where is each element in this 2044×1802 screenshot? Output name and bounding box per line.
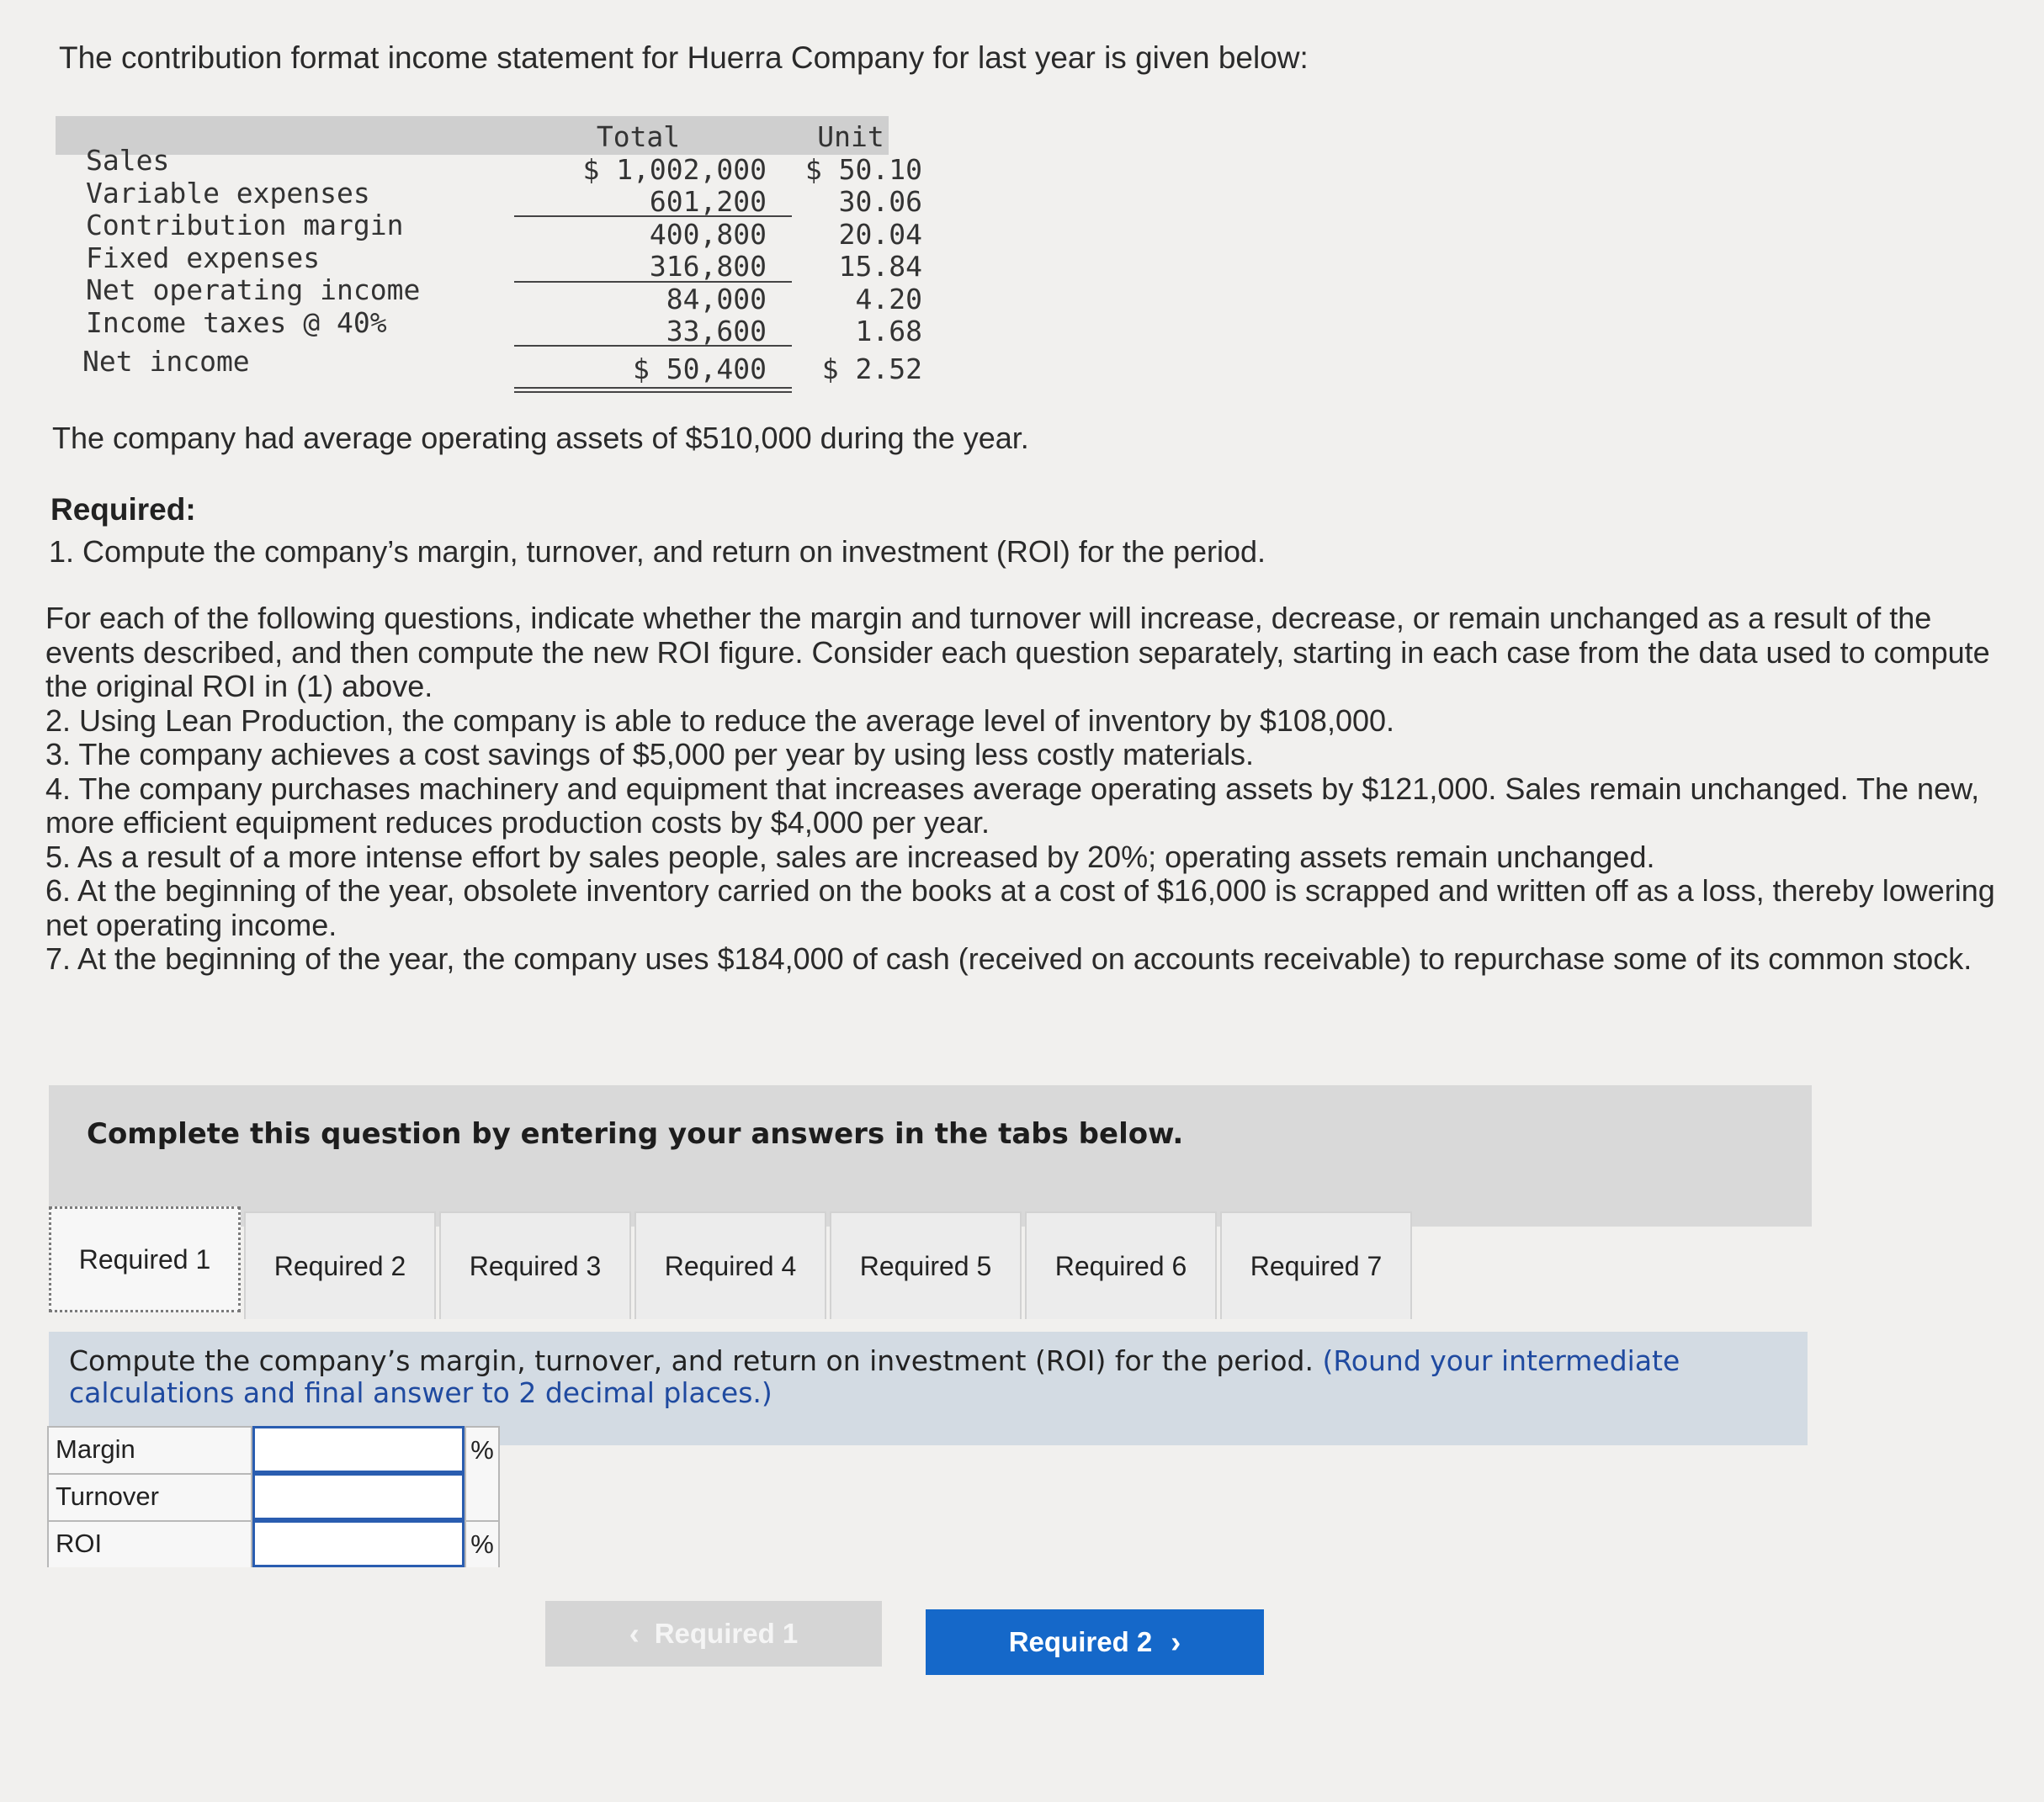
margin-unit: % xyxy=(465,1426,500,1473)
tab-required-6[interactable]: Required 6 xyxy=(1025,1211,1217,1319)
questions-intro: For each of the following questions, indicate whether the margin and turnover will increase, decrease, or remain unchanged as a result of the events described, and then compute the new ROI figure. Consider each question separately, starting in each case from the data used to compute the original ROI in (1) above. xyxy=(45,601,1990,703)
tab-required-2[interactable]: Required 2 xyxy=(244,1211,436,1319)
roi-unit: % xyxy=(465,1520,500,1567)
rule-line xyxy=(514,215,792,217)
rule-line xyxy=(514,391,792,393)
instruction-note: (Round your intermediate calculations and final answer to 2 decimal places.) xyxy=(69,1344,1680,1409)
unit-cell: 4.20 xyxy=(855,282,922,315)
tab-bar xyxy=(49,1201,1812,1311)
roi-input[interactable] xyxy=(252,1520,465,1567)
total-cell: $ 1,002,000 xyxy=(582,152,767,186)
rule-line xyxy=(514,345,792,347)
answer-row-turnover xyxy=(47,1473,500,1520)
header-total: Total xyxy=(596,120,681,153)
tab-required-7[interactable]: Required 7 xyxy=(1220,1211,1412,1319)
row-label-net-operating-income: Net operating income xyxy=(86,273,421,306)
total-cell: 400,800 xyxy=(649,217,767,251)
chevron-right-icon: › xyxy=(1171,1624,1181,1659)
margin-input[interactable] xyxy=(252,1426,465,1473)
answer-row-roi xyxy=(47,1520,500,1567)
question-7: 7. At the beginning of the year, the company uses $184,000 of cash (received on accounts receivable) to repurchase some of its common stock. xyxy=(45,941,1972,976)
rule-line xyxy=(514,281,792,283)
header-unit: Unit xyxy=(817,120,884,153)
answer-table xyxy=(47,1426,500,1567)
unit-cell: 15.84 xyxy=(838,250,922,283)
assets-text: The company had average operating assets of $510,000 during the year. xyxy=(52,421,1029,455)
tab-required-5[interactable]: Required 5 xyxy=(830,1211,1022,1319)
total-net-income: $ 50,400 xyxy=(633,352,767,385)
unit-column xyxy=(779,121,922,385)
row-label-income-taxes: Income taxes @ 40% xyxy=(86,305,387,339)
total-cell: 316,800 xyxy=(649,250,767,283)
tab-required-1[interactable]: Required 1 xyxy=(49,1206,241,1312)
question-5: 5. As a result of a more intense effort by sales people, sales are increased by 20%; operating assets remain unchanged. xyxy=(45,839,1655,874)
question-6: 6. At the beginning of the year, obsolete inventory carried on the books at a cost of $16,000 is scrapped and written off as a loss, thereby lowering net operating income. xyxy=(45,873,1995,942)
instruction-text xyxy=(69,1345,1786,1409)
required-title: Required: xyxy=(50,492,196,527)
margin-label: Margin xyxy=(47,1426,252,1473)
row-label-contribution-margin: Contribution margin xyxy=(86,209,404,241)
turnover-input[interactable] xyxy=(252,1473,465,1520)
panel-heading: Complete this question by entering your answers in the tabs below. xyxy=(87,1117,1184,1151)
question-4: 4. The company purchases machinery and equipment that increases average operating assets by $121,000. Sales remain unchanged. The new, more efficient equipment reduces production costs by $4,000 per year. xyxy=(45,771,1980,840)
unit-cell: 20.04 xyxy=(838,217,922,251)
tab-required-3[interactable]: Required 3 xyxy=(439,1211,631,1319)
intro-text: The contribution format income statement for Huerra Company for last year is given below: xyxy=(59,40,1309,75)
row-label-fixed-expenses: Fixed expenses xyxy=(86,241,321,274)
statement-labels xyxy=(86,145,420,339)
next-button-label: Required 2 xyxy=(1008,1626,1153,1657)
income-statement xyxy=(56,116,922,402)
prev-button[interactable] xyxy=(545,1601,882,1667)
roi-label: ROI xyxy=(47,1520,252,1567)
rule-line xyxy=(514,387,792,389)
total-cell: 601,200 xyxy=(649,185,767,218)
row-label-variable-expenses: Variable expenses xyxy=(86,176,370,209)
turnover-unit xyxy=(465,1473,500,1520)
question-2: 2. Using Lean Production, the company is able to reduce the average level of inventory by $108,000. xyxy=(45,702,1395,738)
row-label-net-income: Net income xyxy=(82,345,250,378)
unit-cell: 30.06 xyxy=(838,185,922,218)
row-label-sales: Sales xyxy=(86,144,170,177)
unit-cell: $ 50.10 xyxy=(804,152,922,186)
question-3: 3. The company achieves a cost savings of $5,000 per year by using less costly materials. xyxy=(45,737,1255,771)
unit-net-income: $ 2.52 xyxy=(821,352,922,385)
turnover-label: Turnover xyxy=(47,1473,252,1520)
chevron-left-icon: ‹ xyxy=(629,1616,640,1651)
total-cell: 33,600 xyxy=(666,315,767,347)
tab-required-4[interactable]: Required 4 xyxy=(634,1211,826,1319)
next-button[interactable] xyxy=(926,1609,1264,1675)
total-cell: 84,000 xyxy=(666,282,767,315)
unit-cell: 1.68 xyxy=(855,315,922,347)
answer-row-margin xyxy=(47,1426,500,1473)
prev-button-label: Required 1 xyxy=(654,1618,799,1649)
questions-list xyxy=(45,602,2006,977)
instruction-main: Compute the company’s margin, turnover, and return on investment (ROI) for the period. xyxy=(69,1344,1314,1377)
required-1-text: 1. Compute the company’s margin, turnover, and return on investment (ROI) for the period. xyxy=(49,534,1266,569)
